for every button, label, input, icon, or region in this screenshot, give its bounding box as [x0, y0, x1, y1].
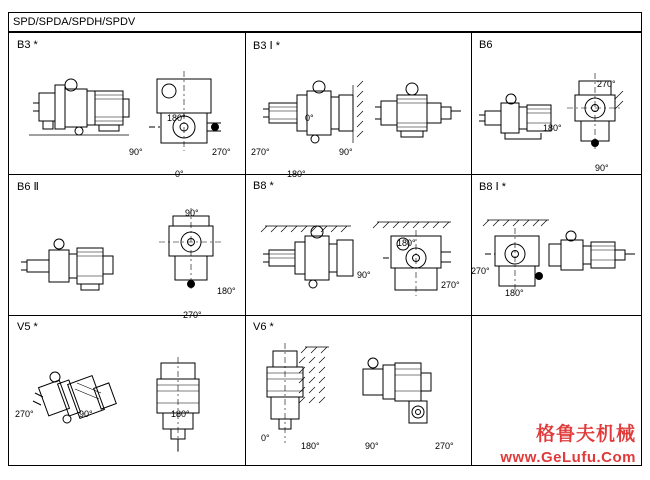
angle-b8-180: 180°: [397, 238, 416, 248]
angle-b6-90: 90°: [595, 163, 609, 173]
watermark-line1: 格鲁夫机械: [535, 424, 636, 445]
angle-b8-90: 90°: [357, 270, 371, 280]
cell-v6: [245, 315, 471, 465]
figure-b8i: [471, 192, 641, 315]
figure-b3i: [245, 51, 471, 179]
angle-v5-180: 180°: [171, 409, 190, 419]
cell-label-b6ii: B6 Ⅱ: [17, 181, 39, 193]
angle-b8i-180: 180°: [505, 288, 524, 298]
figure-v5: [9, 333, 245, 465]
cell-label-b3: B3 *: [17, 39, 38, 51]
cell-label-v5: V5 *: [17, 321, 38, 333]
cell-b3: [9, 33, 245, 179]
sheet-title: SPD/SPDA/SPDH/SPDV: [13, 16, 136, 28]
angle-b3i-180: 180°: [287, 169, 306, 179]
cell-label-b8i: B8 Ⅰ *: [479, 181, 507, 193]
angle-b6-270: 270°: [597, 79, 616, 89]
angle-b3i-270: 270°: [251, 147, 270, 157]
angle-v5-270: 270°: [15, 409, 34, 419]
angle-b3i-0: 0°: [305, 113, 314, 123]
angle-v6-90: 90°: [365, 441, 379, 451]
watermark-line2: www.GeLufu.Com: [500, 449, 636, 466]
cell-v5: [9, 315, 245, 465]
figure-v6: [245, 333, 471, 465]
angle-b3-270: 270°: [212, 147, 231, 157]
figure-b6ii: [9, 192, 245, 320]
angle-v6-270: 270°: [435, 441, 454, 451]
cell-b3i: [245, 33, 471, 179]
figure-b8: [245, 192, 471, 315]
angle-b3-180: 180°: [167, 113, 186, 123]
angle-b6-180: 180°: [543, 123, 562, 133]
angle-v5-90: 90°: [79, 409, 93, 419]
angle-b3-90: 90°: [129, 147, 143, 157]
angle-v6-180: 180°: [301, 441, 320, 451]
angle-b3i-90: 90°: [339, 147, 353, 157]
angle-b6ii-180: 180°: [217, 286, 236, 296]
figure-b3: [9, 51, 245, 179]
cell-b6ii: [9, 174, 245, 320]
cell-b8: [245, 174, 471, 315]
angle-v6-0: 0°: [261, 433, 270, 443]
angle-b6ii-90: 90°: [185, 208, 199, 218]
angle-b8i-270: 270°: [471, 266, 490, 276]
cell-b8i: [471, 174, 641, 315]
angle-b3-0: 0°: [175, 169, 184, 179]
cell-label-b8: B8 *: [253, 180, 274, 192]
angle-b6ii-270: 270°: [183, 310, 202, 320]
cell-label-b3i: B3 Ⅰ *: [253, 40, 281, 52]
cell-label-v6: V6 *: [253, 321, 274, 333]
figure-b6: [471, 51, 641, 174]
cell-b6: [471, 33, 641, 174]
mounting-position-grid: [8, 32, 642, 466]
title-bar: [8, 12, 642, 32]
angle-b8-270: 270°: [441, 280, 460, 290]
cell-label-b6: B6: [479, 39, 493, 51]
